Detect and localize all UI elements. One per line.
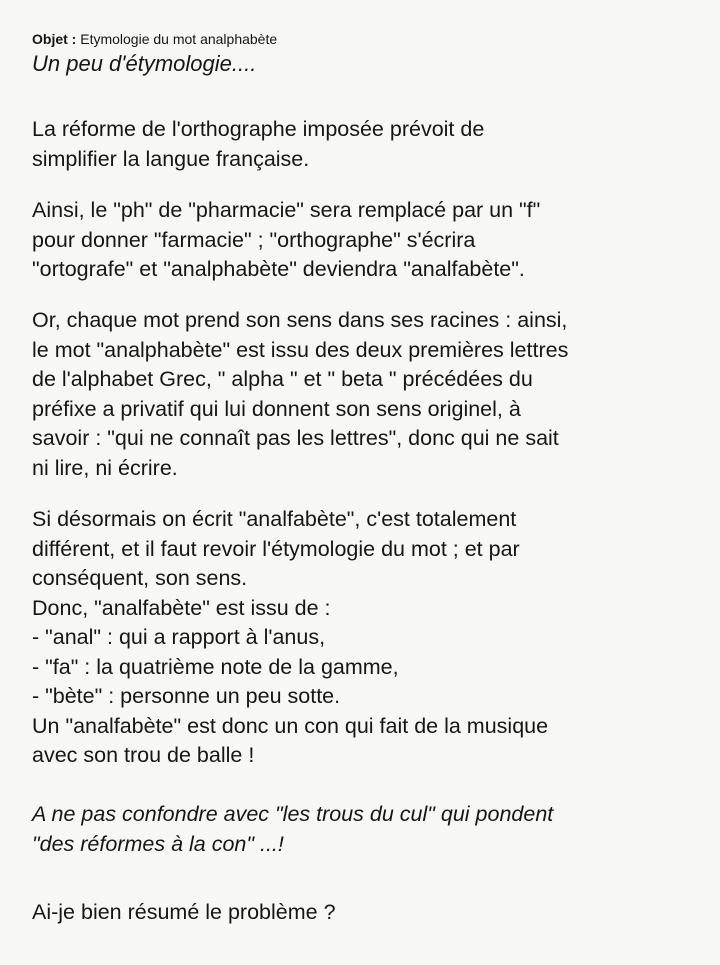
text-line: pour donner "farmacie" ; "orthographe" s'écrira	[32, 227, 476, 252]
text-line: le mot "analphabète" est issu des deux premières lettres	[32, 337, 569, 362]
text-line: Ainsi, le "ph" de "pharmacie" sera remplacé par un "f"	[32, 198, 541, 222]
paragraph-etymology	[32, 306, 702, 483]
text-line: Un "analfabète" est donc un con qui fait de la musique	[32, 713, 549, 738]
document-subtitle: Un peu d'étymologie....	[32, 51, 257, 76]
paragraph-reform	[32, 115, 702, 174]
text-line: conséquent, son sens.	[32, 566, 248, 590]
list-item: - "anal" : qui a rapport à l'anus,	[32, 625, 326, 649]
text-line: Donc, "analfabète" est issu de :	[32, 595, 331, 620]
list-item: - "fa" : la quatrième note de la gamme,	[32, 654, 399, 679]
text-line: préfixe a privatif qui lui donnent son sens originel, à	[32, 396, 521, 421]
text-line: La réforme de l'orthographe imposée prévoit de	[32, 117, 485, 141]
text-line: "ortografe" et "analphabète" deviendra "analfabète".	[32, 257, 525, 281]
text-line: de l'alphabet Grec, " alpha " et " beta " précédées du	[32, 367, 533, 391]
text-line: A ne pas confondre avec "les trous du cul" qui pondent	[32, 802, 554, 826]
text-line: avec son trou de balle !	[32, 743, 255, 767]
text-line: différent, et il faut revoir l'étymologie du mot ; et par	[32, 536, 520, 561]
subject-text: Etymologie du mot analphabète	[80, 31, 278, 47]
paragraph-italic-aside	[32, 800, 702, 859]
paragraph-new-meaning	[32, 505, 702, 771]
text-line: Ai-je bien résumé le problème ?	[32, 900, 336, 924]
subject-line	[32, 30, 277, 48]
text-line: savoir : "qui ne connaît pas les lettres", donc qui ne sait	[32, 426, 559, 450]
text-line: Or, chaque mot prend son sens dans ses racines : ainsi,	[32, 308, 568, 332]
paragraph-closing-question	[32, 898, 702, 928]
text-line: "des réformes à la con" ...!	[32, 831, 284, 856]
text-line: simplifier la langue française.	[32, 146, 310, 171]
subject-label: Objet :	[32, 31, 77, 47]
paragraph-examples	[32, 196, 702, 285]
list-item: - "bète" : personne un peu sotte.	[32, 684, 341, 708]
text-line: Si désormais on écrit "analfabète", c'est totalement	[32, 507, 517, 531]
text-line: ni lire, ni écrire.	[32, 455, 178, 480]
